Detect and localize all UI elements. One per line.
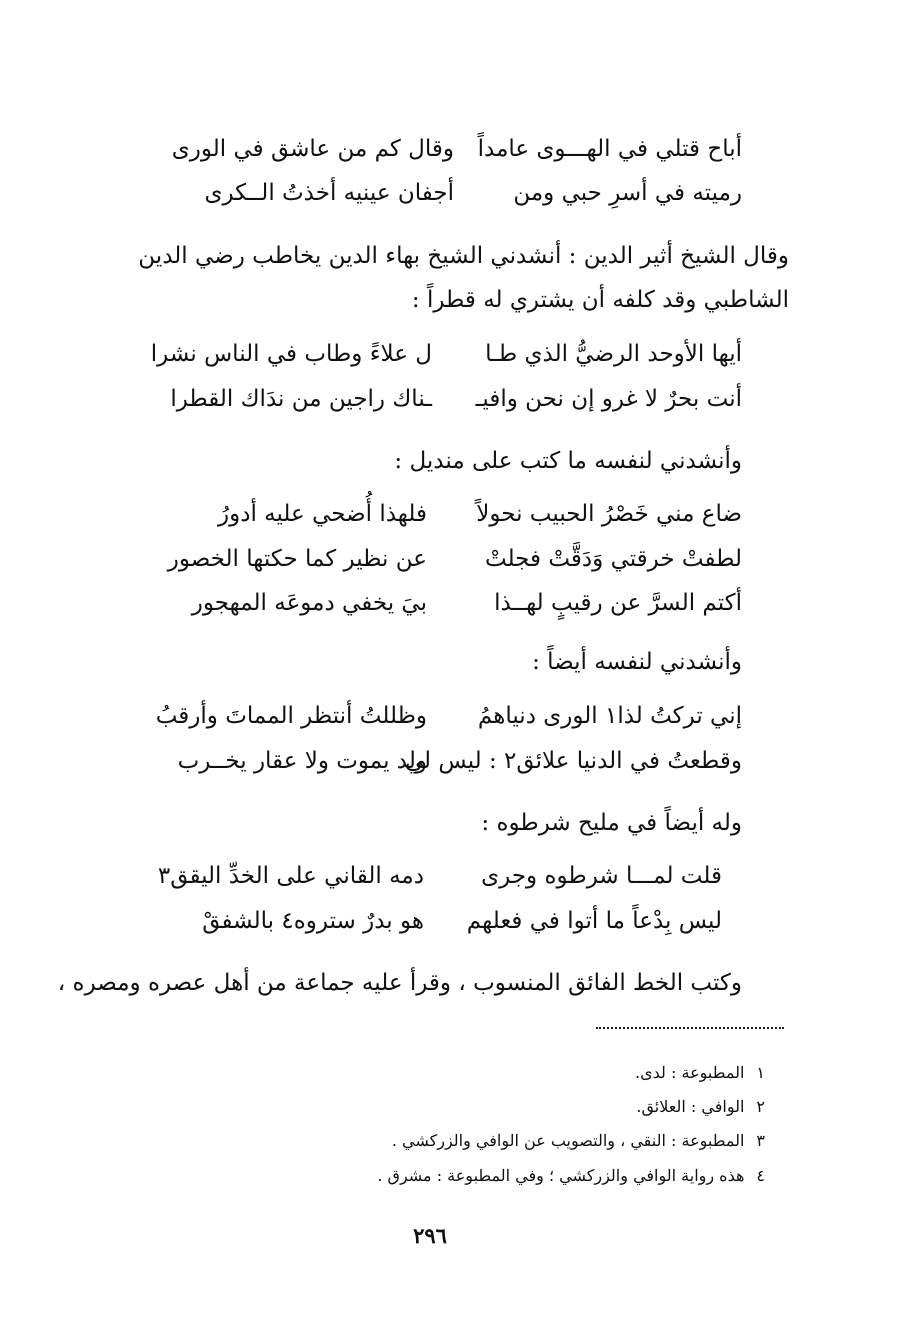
footnote-4: [377, 1168, 765, 1184]
poem5-line2-right-hemistich: ليس بِدْعاً ما أتوا في فعلهم: [466, 908, 722, 934]
poem3-line3-left-hemistich: بيَ يخفي دموعَه المهجور: [191, 590, 427, 616]
poem3-line2-right-hemistich: لطفتْ خرقتي وَدَقَّتْ فجلتْ: [484, 546, 742, 572]
footnote-text: الوافي : العلائق.: [636, 1097, 745, 1116]
page-number: ٢٩٦: [413, 1223, 447, 1248]
poem3-line3-right-hemistich: أكتم السرَّ عن رقيبٍ لهــذا: [494, 590, 742, 616]
poem2-line1-left-hemistich: ل علاءً وطاب في الناس نشرا: [150, 341, 432, 367]
footnote-number: ٣: [756, 1131, 765, 1150]
poem5-line1-left-hemistich: دمه القاني على الخدِّ اليقق٣: [157, 863, 424, 889]
footnote-number: ٢: [756, 1097, 765, 1116]
footnote-text: هذه رواية الوافي والزركشي ؛ وفي المطبوعة : مشرق .: [377, 1166, 745, 1185]
prose-paragraph-2: وأنشدني لنفسه ما كتب على منديل :: [394, 448, 742, 474]
prose-paragraph-3: وأنشدني لنفسه أيضاً :: [532, 649, 742, 675]
poem3-line1-left-hemistich: فلهذا أُضحي عليه أدورُ: [218, 501, 427, 527]
poem1-line1-left-hemistich: وقال كم من عاشق في الورى: [171, 136, 454, 162]
footnote-number: ٤: [756, 1166, 765, 1185]
footnote-separator: [596, 1027, 784, 1029]
poem4-line2-right-hemistich: وقطعتُ في الدنيا علائق٢ : ليس لي: [404, 748, 742, 774]
prose-paragraph-1-line1: وقال الشيخ أثير الدين : أنشدني الشيخ بهاء الدين يخاطب رضي الدين: [138, 243, 789, 269]
poem1-line2-right-hemistich: رميته في أسرِ حبي ومن: [513, 180, 742, 206]
footnote-1: [635, 1065, 765, 1081]
footnote-2: [636, 1099, 765, 1115]
poem4-line2-left-hemistich: ولد يموت ولا عقار يخــرب: [177, 748, 427, 774]
footnote-text: المطبوعة : لدى.: [635, 1063, 745, 1082]
prose-paragraph-5: وكتب الخط الفائق المنسوب ، وقرأ عليه جماعة من أهل عصره ومصره ،: [57, 970, 742, 996]
poem1-line2-left-hemistich: أجفان عينيه أخذتُ الــكرى: [204, 180, 454, 206]
poem2-line2-right-hemistich: أنت بحرٌ لا غرو إن نحن وافيـ: [475, 386, 742, 412]
poem3-line2-left-hemistich: عن نظير كما حكتها الخصور: [167, 546, 427, 572]
footnote-3: [392, 1133, 765, 1149]
poem5-line1-right-hemistich: قلت لمـــا شرطوه وجرى: [481, 863, 722, 889]
poem4-line1-right-hemistich: إني تركتُ لذا١ الورى دنياهمُ: [477, 703, 742, 729]
poem2-line2-left-hemistich: ـناك راجين من ندَاك القطرا: [170, 386, 432, 412]
footnote-number: ١: [756, 1063, 765, 1082]
prose-paragraph-1-line2: الشاطبي وقد كلفه أن يشتري له قطراً :: [411, 287, 789, 313]
poem1-line1-right-hemistich: أباح قتلي في الهـــوى عامداً: [477, 136, 742, 162]
poem2-line1-right-hemistich: أيها الأوحد الرضيُّ الذي طـا: [485, 341, 742, 367]
poem3-line1-right-hemistich: ضاع مني خَصْرُ الحبيب نحولاً: [476, 501, 742, 527]
footnote-text: المطبوعة : النقي ، والتصويب عن الوافي والزركشي .: [391, 1131, 745, 1150]
poem4-line1-left-hemistich: وظللتُ أنتظر المماتَ وأرقبُ: [155, 703, 427, 729]
poem5-line2-left-hemistich: هو بدرٌ ستروه٤ بالشفقْ: [202, 908, 424, 934]
prose-paragraph-4: وله أيضاً في مليح شرطوه :: [481, 810, 742, 836]
